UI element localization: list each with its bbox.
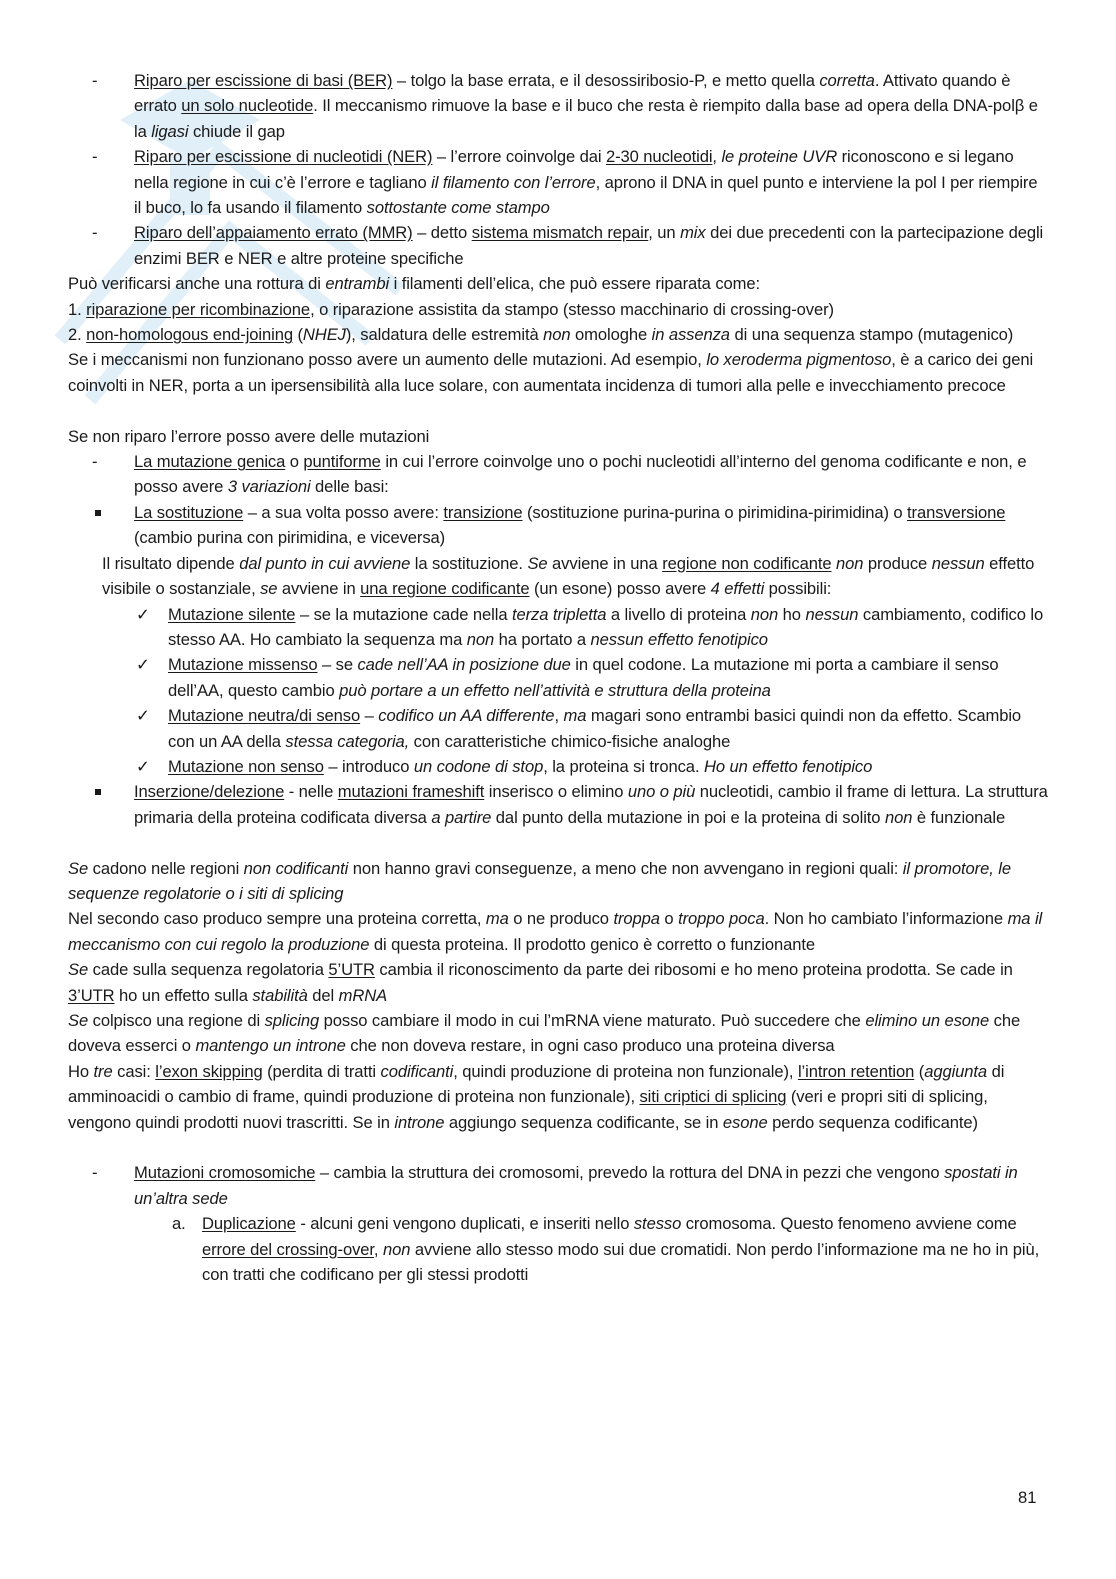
spacer: [68, 1135, 1048, 1160]
numbered-item-1: 1. riparazione per ricombinazione, o riparazione assistita da stampo (stesso macchinario di crossing-over): [68, 299, 834, 319]
list-item-duplicazione: a. Duplicazione - alcuni geni vengono duplicati, e inseriti nello stesso cromosoma. Questo fenomeno avviene come errore del crossing-over, non avviene allo stesso modo sui due cromatidi. Non perdo l’informazione ma ne ho in più, con tratti che codificano per gli stessi prodotti: [68, 1211, 1048, 1287]
page-number: 81: [1018, 1488, 1037, 1507]
spacer: [68, 398, 1048, 423]
term-ner: Riparo per escissione di nucleotidi (NER): [134, 147, 433, 167]
check-item-missenso: ✓ Mutazione missenso – se cade nell’AA in posizione due in quel codone. La mutazione mi porta a cambiare il senso dell’AA, questo cambio può portare a un effetto nell’attività e struttura della proteina: [68, 652, 1048, 703]
list-item-ber: - Riparo per escissione di basi (BER) – tolgo la base errata, e il desossiribosio-P, e metto quella corretta. Attivato quando è errato un solo nucleotide. Il meccanismo rimuove la base e il buco che resta è riempito dalla base ad opera della DNA-polβ e la ligasi chiude il gap: [68, 68, 1048, 144]
paragraph-non-codificanti: Se cadono nelle regioni non codificanti non hanno gravi conseguenze, a meno che non avvengano in regioni quali: il promotore, le sequenze regolatorie o i siti di splicing: [68, 858, 1011, 903]
check-item-neutra: ✓ Mutazione neutra/di senso – codifico un AA differente, ma magari sono entrambi basici quindi non da effetto. Scambio con un AA della stessa categoria, con caratteristiche chimico-fisiche analoghe: [68, 703, 1048, 754]
term-mmr: Riparo dell’appaiamento errato (MMR): [134, 223, 413, 243]
term-ber: Riparo per escissione di basi (BER): [134, 71, 393, 90]
paragraph-non-riparo: Se non riparo l’errore posso avere delle mutazioni: [68, 426, 430, 446]
spacer: [68, 830, 1048, 855]
list-item-ner: - Riparo per escissione di nucleotidi (NER) – l’errore coinvolge dai 2-30 nucleotidi, le proteine UVR riconoscono e si legano nella regione in cui c’è l’errore e tagliano il filamento con l’errore, aprono il DNA in quel punto e interviene la pol I per riempire il buco, lo fa usando il filamento sottostante come stampo: [68, 144, 1048, 220]
paragraph-splicing: Se colpisco una regione di splicing posso cambiare il modo in cui l’mRNA viene maturato. Può succedere che elimino un esone che doveva esserci o mantengo un introne che non doveva restare, in ogni caso produco una proteina diversa: [68, 1011, 1021, 1056]
list-item-sostituzione: La sostituzione – a sua volta posso avere: transizione (sostituzione purina-purina o pirimidina-pirimidina) o transversione (cambio purina con pirimidina, e viceversa): [68, 500, 1048, 551]
paragraph-rottura: Può verificarsi anche una rottura di entrambi i filamenti dell’elica, che può essere riparata come:: [68, 274, 761, 294]
list-item-mutazione-genica: - La mutazione genica o puntiforme in cui l’errore coinvolge uno o pochi nucleotidi all’interno del genoma codificante e non, e posso avere 3 variazioni delle basi:: [68, 449, 1048, 500]
list-item-mmr: - Riparo dell’appaiamento errato (MMR) – detto sistema mismatch repair, un mix dei due precedenti con la partecipazione degli enzimi BER e NER e altre proteine specifiche: [68, 220, 1048, 271]
list-item-mutazioni-cromosomiche: - Mutazioni cromosomiche – cambia la struttura dei cromosomi, prevedo la rottura del DNA in pezzi che vengono spostati in un’altra sede: [68, 1160, 1048, 1211]
numbered-item-2: 2. non-homologous end-joining (NHEJ), saldatura delle estremità non omologhe in assenza di una sequenza stampo (mutagenico): [68, 325, 1014, 345]
paragraph-secondo-caso: Nel secondo caso produco sempre una proteina corretta, ma o ne produco troppa o troppo poca. Non ho cambiato l’informazione ma il meccanismo con cui regolo la produzione di questa proteina. Il prodotto genico è corretto o funzionante: [68, 909, 1043, 954]
paragraph-tre-casi: Ho tre casi: l’exon skipping (perdita di tratti codificanti, quindi produzione di proteina non funzionale), l’intron retention (aggiunta di amminoacidi o cambio di frame, quindi produzione di proteina non funzionale), siti criptici di splicing (veri e propri siti di splicing, vengono quindi prodotti nuovi trascritti. Se in introne aggiungo sequenza codificante, se in esone perdo sequenza codificante): [68, 1061, 1005, 1132]
document-body: [68, 68, 1048, 1287]
check-item-nonsenso: ✓ Mutazione non senso – introduco un codone di stop, la proteina si tronca. Ho un effetto fenotipico: [68, 754, 1048, 779]
paragraph-xeroderma: Se i meccanismi non funzionano posso avere un aumento delle mutazioni. Ad esempio, lo xeroderma pigmentoso, è a carico dei geni coinvolti in NER, porta a un ipersensibilità alla luce solare, con aumentata incidenza di tumori alla pelle e invecchiamento precoce: [68, 350, 1034, 395]
paragraph-utr: Se cade sulla sequenza regolatoria 5’UTR cambia il riconoscimento da parte dei ribosomi e ho meno proteina prodotta. Se cade in 3’UTR ho un effetto sulla stabilità del mRNA: [68, 960, 1013, 1005]
paragraph-risultato: Il risultato dipende dal punto in cui avviene la sostituzione. Se avviene in una regione non codificante non produce nessun effetto visibile o sostanziale, se avviene in una regione codificante (un esone) posso avere 4 effetti possibili:: [102, 553, 1035, 599]
list-item-inserzione-delezione: Inserzione/delezione - nelle mutazioni frameshift inserisco o elimino uno o più nucleotidi, cambio il frame di lettura. La struttura primaria della proteina codificata diversa a partire dal punto della mutazione in poi e la proteina di solito non è funzionale: [68, 779, 1048, 830]
check-item-silente: ✓ Mutazione silente – se la mutazione cade nella terza tripletta a livello di proteina non ho nessun cambiamento, codifico lo stesso AA. Ho cambiato la sequenza ma non ha portato a nessun effetto fenotipico: [68, 602, 1048, 653]
